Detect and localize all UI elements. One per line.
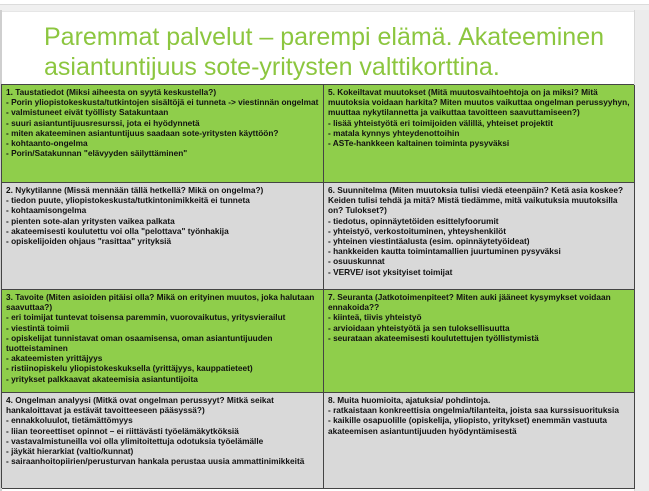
cell-heading: 6. Suunnitelma (Miten muutoksia tulisi viedä eteenpäin? Ketä asia koskee? Keiden tulisi tehdä ja mitä? Mistä tiedämme, mitä vaikutuksia muutoksilla on? Tulokset?) [328,185,624,216]
list-item: - hankkeiden kautta toimintamallien juurtuminen pysyväksi [328,246,561,257]
list-item: - pienten sote-alan yritysten vaikea palkata [6,215,175,226]
slide-title [44,22,624,82]
cell-3-tavoite [2,290,324,393]
list-item: - lisää yhteistyötä eri toimijoiden välillä, yhteiset projektit [328,117,554,128]
cell-5-kokeiltavat-muutokset [324,85,635,183]
list-item: - ASTe-hankkeen kaltainen toiminta pysyväksi [328,138,510,149]
list-item: - opiskelijat tunnistavat oman osaamisensa, oman asiantuntijuuden tuotteistaminen [6,332,273,354]
list-item: - kohtaamisongelma [6,205,87,216]
cell-4-ongelman-analyysi [2,393,324,489]
list-item: - jäykät hierarkiat (valtio/kunnat) [6,446,134,457]
window-scrollbar[interactable] [634,10,649,491]
list-item: - miten akateeminen asiantuntijuus saadaan sote-yritysten käyttöön? [6,127,279,138]
list-item: - yhteistyö, verkostoituminen, yhteyshenkilöt [328,225,506,236]
list-item: - seurataan akateemisesti koulutettujen työllistymistä [328,332,539,343]
list-item: - kohtaanto-ongelma [6,138,88,149]
list-item: - ratkaistaan konkreettisia ongelmia/tilanteita, joista saa kurssisuorituksia [328,405,619,416]
cell-heading: 3. Tavoite (Miten asioiden pitäisi olla? Mikä on erityinen muutos, joka halutaan saavuttaa?) [6,292,315,313]
cell-8-muita-huomioita [324,393,635,489]
cell-6-suunnitelma [324,183,635,290]
cell-heading: 2. Nykytilanne (Missä mennään tällä hetkellä? Mikä on ongelma?) [6,185,264,195]
list-item: - liian teoreettiset opinnot – ei riittävästi työelämäkytköksiä [6,425,239,436]
list-item: - akateemisesti koulutettu voi olla "pelottava" työnhakija [6,225,229,236]
slide-title-line-1: Paremmat palvelut – parempi elämä. Akateeminen [44,23,605,51]
list-item: - opiskelijoiden ohjaus "rasittaa" yrityksiä [6,236,172,247]
list-item: - sairaanhoitopiirien/perusturvan hankala perustaa uusia ammattinimikkeitä [6,456,305,467]
list-item: - tiedotus, opinnäytetöiden esittelyfoorumit [328,215,499,226]
list-item: - suuri asiantuntijuusresurssi, jota ei hyödynnetä [6,117,200,128]
list-item: - vastavalmistuneilla voi olla ylimitoitettuja odotuksia työelämälle [6,435,264,446]
list-item: - arvioidaan yhteistyötä ja sen tuloksellisuutta [328,322,510,333]
list-item: - Porin yliopistokeskusta/tutkintojen sisältöjä ei tunneta -> viestinnän ongelmat [6,97,319,108]
slide-top-border [0,4,649,12]
list-item: - valmistuneet eivät työllisty Satakuntaan [6,107,169,118]
list-item: - eri toimijat tuntevat toisensa paremmin, vuorovaikutus, yritysvierailut [6,312,286,323]
slide-title-line-2: asiantuntijuus sote-yritysten valttikorttina. [44,53,500,81]
cell-2-nykytilanne [2,183,324,290]
list-item: - ennakkoluulot, tietämättömyys [6,415,133,426]
list-item: - viestintä toimii [6,322,70,333]
list-item: - ristiinopiskelu yliopistokeskuksella (yrittäjyys, kauppatieteet) [6,363,253,374]
cell-1-taustatiedot [2,85,324,183]
cell-heading: 7. Seuranta (Jatkotoimenpiteet? Miten auki jääneet kysymykset voidaan ennakoida?? [328,292,611,313]
list-item: - kiinteä, tiivis yhteistyö [328,312,422,323]
cell-7-seuranta [324,290,635,393]
list-item: - matala kynnys yhteydenottoihin [328,127,460,138]
list-item: - kaikille osapuolille (opiskelija, yliopisto, yritykset) enemmän vastuuta akateemisen asiantuntijuuden hyödyntämisestä [328,415,607,436]
cell-heading: 4. Ongelman analyysi (Mitkä ovat ongelman perussyyt? Mitkä seikat hankaloittavat ja estävät tavoitteeseen pääsyssä?) [6,395,274,416]
list-item: - yritykset palkkaavat akateemisia asiantuntijoita [6,373,198,384]
a3-table [1,84,634,488]
cell-heading: 1. Taustatiedot (Miksi aiheesta on syytä keskustella?) [6,87,217,97]
list-item: - tiedon puute, yliopistokeskusta/tutkintonimikkeitä ei tunneta [6,195,250,206]
cell-heading: 5. Kokeiltavat muutokset (Mitä muutosvaihtoehtoja on ja miksi? Mitä muutoksia voidaan harkita? Miten muutos vaikuttaa ongelman perussyyhyn, muuttaa nykytilannetta ja vaikuttaa tavoitteen saavuttamiseen?) [328,87,630,118]
list-item: - osuuskunnat [328,256,385,267]
list-item: - yhteinen viestintäalusta (esim. opinnäytetyöideat) [328,236,530,247]
list-item: - Porin/Satakunnan "elävyyden säilyttäminen" [6,148,188,159]
cell-heading: 8. Muita huomioita, ajatuksia/ pohdintoja. [328,395,491,405]
list-item: - VERVE/ isot yksityiset toimijat [328,266,453,277]
list-item: - akateemisten yrittäjyys [6,353,103,364]
